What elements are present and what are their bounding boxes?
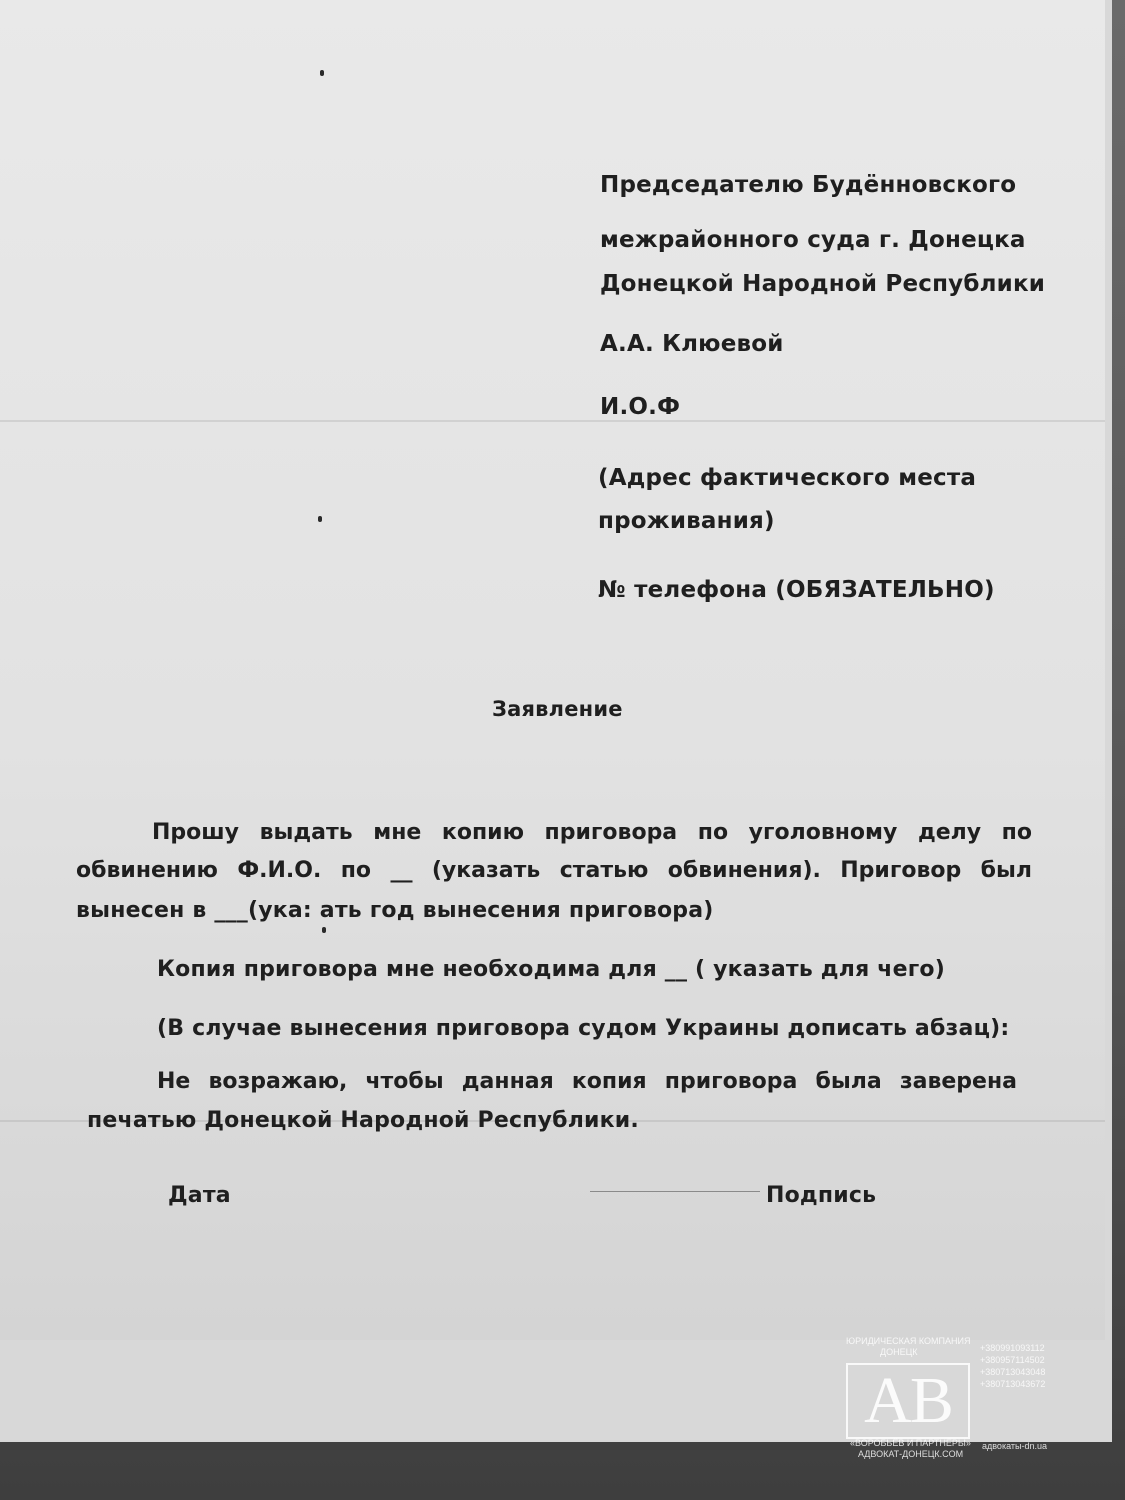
watermark-phone: +380991093112: [980, 1343, 1045, 1353]
recipient-line-2: межрайонного суда г. Донецка: [600, 227, 1026, 253]
paragraph-4-line-1: Не возражаю, чтобы данная копия приговора была заверена: [157, 1069, 1017, 1094]
recipient-line-1: Председателю Будённовского: [600, 172, 1017, 198]
document-title: Заявление: [492, 697, 623, 721]
watermark-logo-letters: AB: [864, 1364, 952, 1437]
watermark-phone: +380713043672: [980, 1379, 1046, 1389]
signature-label: Подпись: [766, 1183, 877, 1208]
watermark-bottom-line-1: «ВОРОБЬЁВ И ПАРТНЁРЫ»: [850, 1438, 971, 1448]
watermark-bottom-line-2: АДВОКАТ-ДОНЕЦК.COM: [858, 1449, 964, 1459]
watermark-phone: +380957114502: [980, 1355, 1045, 1365]
applicant-name: И.О.Ф: [600, 394, 681, 420]
recipient-line-3: Донецкой Народной Республики: [600, 271, 1046, 297]
watermark-site: адвокаты-dn.ua: [982, 1441, 1047, 1451]
watermark-logo: [846, 1363, 970, 1439]
paragraph-1-line-3: вынесен в ___(ука: ать год вынесения приговора): [76, 898, 714, 923]
watermark-phone: +380713043048: [980, 1367, 1046, 1377]
watermark-company-line-1: ЮРИДИЧЕСКАЯ КОМПАНИЯ: [846, 1336, 971, 1346]
date-label: Дата: [168, 1183, 231, 1208]
paragraph-2: Копия приговора мне необходима для __ ( указать для чего): [157, 957, 945, 982]
address-line-1: (Адрес фактического места: [598, 465, 977, 491]
paragraph-4-line-2: печатью Донецкой Народной Республики.: [87, 1108, 639, 1133]
paragraph-1-line-2: обвинению Ф.И.О. по __ (указать статью обвинения). Приговор был: [76, 858, 1032, 883]
signature-line: [590, 1191, 760, 1192]
watermark-company-line-2: ДОНЕЦК: [880, 1347, 918, 1357]
paper-speck: [322, 927, 326, 933]
paper-fold: [0, 420, 1105, 422]
phone-line: № телефона (ОБЯЗАТЕЛЬНО): [598, 577, 995, 603]
paragraph-1-line-1: Прошу выдать мне копию приговора по уголовному делу по: [152, 820, 1032, 845]
recipient-judge: А.А. Клюевой: [600, 331, 784, 357]
paper-speck: [320, 70, 324, 76]
paper-speck: [318, 516, 322, 522]
address-line-2: проживания): [598, 508, 775, 534]
paragraph-3: (В случае вынесения приговора судом Украины дописать абзац):: [157, 1016, 1010, 1041]
